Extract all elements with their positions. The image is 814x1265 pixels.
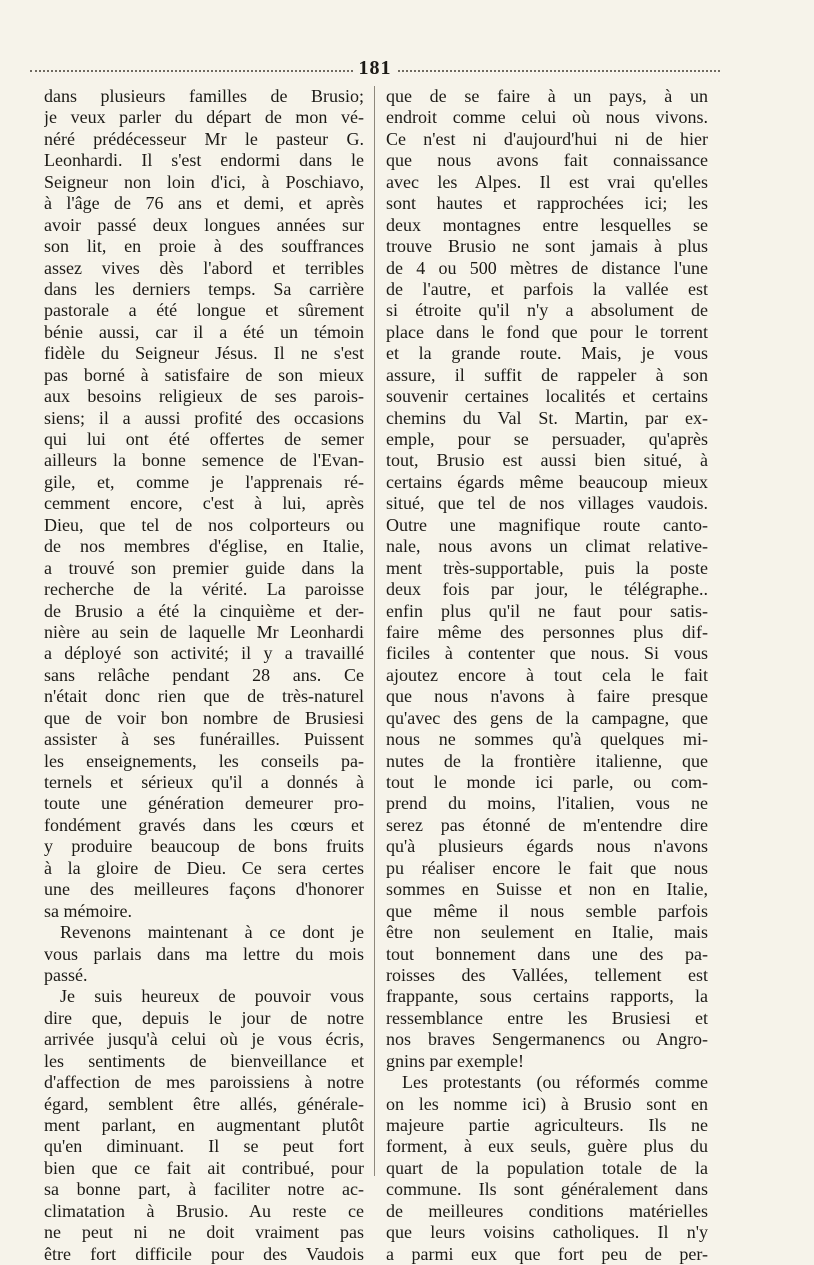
text-line: pu réaliser encore le fait que nous [386,857,708,878]
text-line: siens; il a aussi profité des occasions [44,407,364,428]
text-line: chemins du Val St. Martin, par ex- [386,407,708,428]
text-line: égard, semblent être allés, générale- [44,1093,364,1114]
text-line: je veux parler du départ de mon vé- [44,107,364,128]
text-line: néré prédécesseur Mr le pasteur G. [44,128,364,149]
text-line: sommes en Suisse et non en Italie, [386,879,708,900]
text-line: Je suis heureux de pouvoir vous [60,986,364,1007]
text-line: faire même des personnes plus dif- [386,621,708,642]
text-line: forment, à eux seuls, guère plus du [386,1136,708,1157]
text-line: arrivée jusqu'à celui où je vous écris, [44,1029,364,1050]
text-line: nos braves Sengermanencs ou Angro- [386,1029,708,1050]
text-line: Les protestants (ou réformés comme [402,1072,708,1093]
text-line: être non seulement en Italie, mais [386,922,708,943]
text-line: que nous n'avons à faire presque [386,686,708,707]
text-line: frappante, sous certains rapports, la [386,986,708,1007]
text-line: sont hautes et rapprochées ici; les [386,193,708,214]
text-line: les sentiments de bienveillance et [44,1050,364,1071]
text-line: et la grande route. Mais, je vous [386,343,708,364]
text-line: Dieu, que tel de nos colporteurs ou [44,514,364,535]
text-line: Ce n'est ni d'aujourd'hui ni de hier [386,128,708,149]
text-line: de nos membres d'église, en Italie, [44,536,364,557]
text-line: n'était donc rien que de très-naturel [44,686,364,707]
text-line: Seigneur non loin d'ici, à Poschiavo, [44,171,364,192]
text-line: de Brusio a été la cinquième et der- [44,600,364,621]
text-line: dans plusieurs familles de Brusio; [44,86,364,106]
column-divider [374,86,375,1176]
text-line: Revenons maintenant à ce dont je [60,922,364,943]
text-line: une des meilleures façons d'honorer [44,879,364,900]
text-line: roisses des Vallées, tellement est [386,964,708,985]
text-line: gile, et, comme je l'apprenais ré- [44,471,364,492]
text-line: sa mémoire. [44,900,132,921]
text-line: nutes de la frontière italienne, que [386,750,708,771]
text-line: ment parlant, en augmentant plutôt [44,1115,364,1135]
text-line: tout, Brusio est aussi bien situé, à [386,450,708,471]
left-column [44,86,364,1264]
text-line: à la gloire de Dieu. Ce sera certes [44,857,364,878]
text-line: dire que, depuis le jour de notre [44,1007,364,1028]
text-line: trouve Brusio ne sont jamais à plus [386,236,708,257]
text-line: que de voir bon nombre de Brusiesi [44,707,364,728]
text-line: place dans le fond que pour le torrent [386,321,708,342]
text-line: majeure partie agriculteurs. Ils ne [386,1115,708,1135]
text-line: qu'avec des gens de la campagne, que [386,707,708,728]
text-line: ajoutez encore à tout cela le fait [386,664,708,685]
text-line: enfin plus qu'il ne faut pour satis- [386,600,708,621]
text-line: quart de la population totale de la [386,1157,708,1178]
text-line: pas borné à satisfaire de son mieux [44,364,364,385]
text-line: avec les Alpes. Il est vrai qu'elles [386,171,708,192]
text-line: climatation à Brusio. Au reste ce [44,1200,364,1221]
text-line: commune. Ils sont généralement dans [386,1179,708,1200]
text-line: ailleurs la bonne semence de l'Evan- [44,450,364,471]
text-line: de meilleures conditions matérielles [386,1200,708,1221]
text-line: nous ne sommes qu'à quelques mi- [386,729,708,750]
text-line: sa bonne part, à faciliter notre ac- [44,1179,364,1200]
text-line: son lit, en proie à des souffrances [44,236,364,257]
text-line: passé. [44,964,88,985]
text-line: ment très-supportable, puis la poste [386,557,708,578]
text-line: toute une génération demeurer pro- [44,793,364,814]
text-line: si étroite qu'il n'y a absolument de [386,300,708,321]
text-line: cemment encore, c'est à lui, après [44,493,364,514]
text-line: de 4 ou 500 mètres de distance l'une [386,257,708,278]
text-line: bénie aussi, car il a été un témoin [44,321,364,342]
text-line: tout bonnement dans une des pa- [386,943,708,964]
text-line: qu'à plusieurs égards nous n'avons [386,836,708,857]
text-line: que même il nous semble parfois [386,900,708,921]
text-line: serez pas étonné de m'entendre dire [386,814,708,835]
text-line: avoir passé deux longues années sur [44,214,364,235]
text-line: assister à ses funérailles. Puissent [44,729,364,750]
text-line: de l'autre, et parfois la vallée est [386,278,708,299]
text-line: certains égards même beaucoup mieux [386,471,708,492]
text-line: deux montagnes entre lesquelles se [386,214,708,235]
text-line: qu'en diminuant. Il se peut fort [44,1136,364,1157]
text-line: nière au sein de laquelle Mr Leonhardi [44,621,364,642]
text-line: ressemblance entre les Brusiesi et [386,1007,708,1028]
header-rule-right [398,70,721,72]
text-line: on les nomme ici) à Brusio sont en [386,1093,708,1114]
text-line: prend du moins, l'italien, vous ne [386,793,708,814]
page-header [30,56,720,80]
text-line: les enseignements, les conseils pa- [44,750,364,771]
text-line: situé, que tel de nos villages vaudois. [386,493,708,514]
page-number: 181 [358,56,392,79]
text-line: que de se faire à un pays, à un [386,86,708,106]
text-line: a déployé son activité; il y a travaillé [44,643,364,664]
text-line: pastorale a été longue et sûrement [44,300,364,321]
text-line: ternels et sérieux qu'il a donnés à [44,772,364,792]
text-line: a trouvé son premier guide dans la [44,557,364,578]
text-line: que leurs voisins catholiques. Il n'y [386,1222,708,1243]
text-line: tout le monde ici parle, ou com- [386,772,708,792]
text-line: emple, pour se persuader, qu'après [386,429,708,449]
text-line: dans les derniers temps. Sa carrière [44,278,364,299]
text-line: assez vives dès l'abord et terribles [44,257,364,278]
text-line: endroit comme celui où nous vivons. [386,107,708,128]
text-line: que nous avons fait connaissance [386,150,708,171]
right-column [386,86,708,1264]
text-line: a parmi eux que fort peu de per- [386,1243,708,1264]
text-line: être fort difficile pour des Vaudois [44,1243,364,1264]
text-line: d'affection de mes paroissiens à notre [44,1072,364,1093]
text-line: recherche de la vérité. La paroisse [44,579,364,600]
text-line: à l'âge de 76 ans et demi, et après [44,193,364,214]
text-line: deux fois par jour, le télégraphe.. [386,579,708,600]
text-line: ne peut ni ne doit vraiment pas [44,1222,364,1243]
text-line: fondément gravés dans les cœurs et [44,814,364,835]
text-line: nale, nous avons un climat relative- [386,536,708,557]
text-line: fidèle du Seigneur Jésus. Il ne s'est [44,343,364,364]
text-line: Outre une magnifique route canto- [386,514,708,535]
text-line: souvenir certaines localités et certains [386,386,708,407]
text-line: sans relâche pendant 28 ans. Ce [44,664,364,685]
text-line: bien que ce fait ait contribué, pour [44,1157,364,1178]
text-line: gnins par exemple! [386,1050,524,1071]
text-line: assure, il suffit de rappeler à son [386,364,708,385]
text-line: Leonhardi. Il s'est endormi dans le [44,150,364,171]
text-line: y produire beaucoup de bons fruits [44,836,364,857]
text-line: vous parlais dans ma lettre du mois [44,943,364,964]
text-line: qui lui ont été offertes de semer [44,429,364,449]
text-line: aux besoins religieux de ses parois- [44,386,364,407]
text-line: ficiles à contenter que nous. Si vous [386,643,708,664]
header-rule-left [30,70,353,72]
